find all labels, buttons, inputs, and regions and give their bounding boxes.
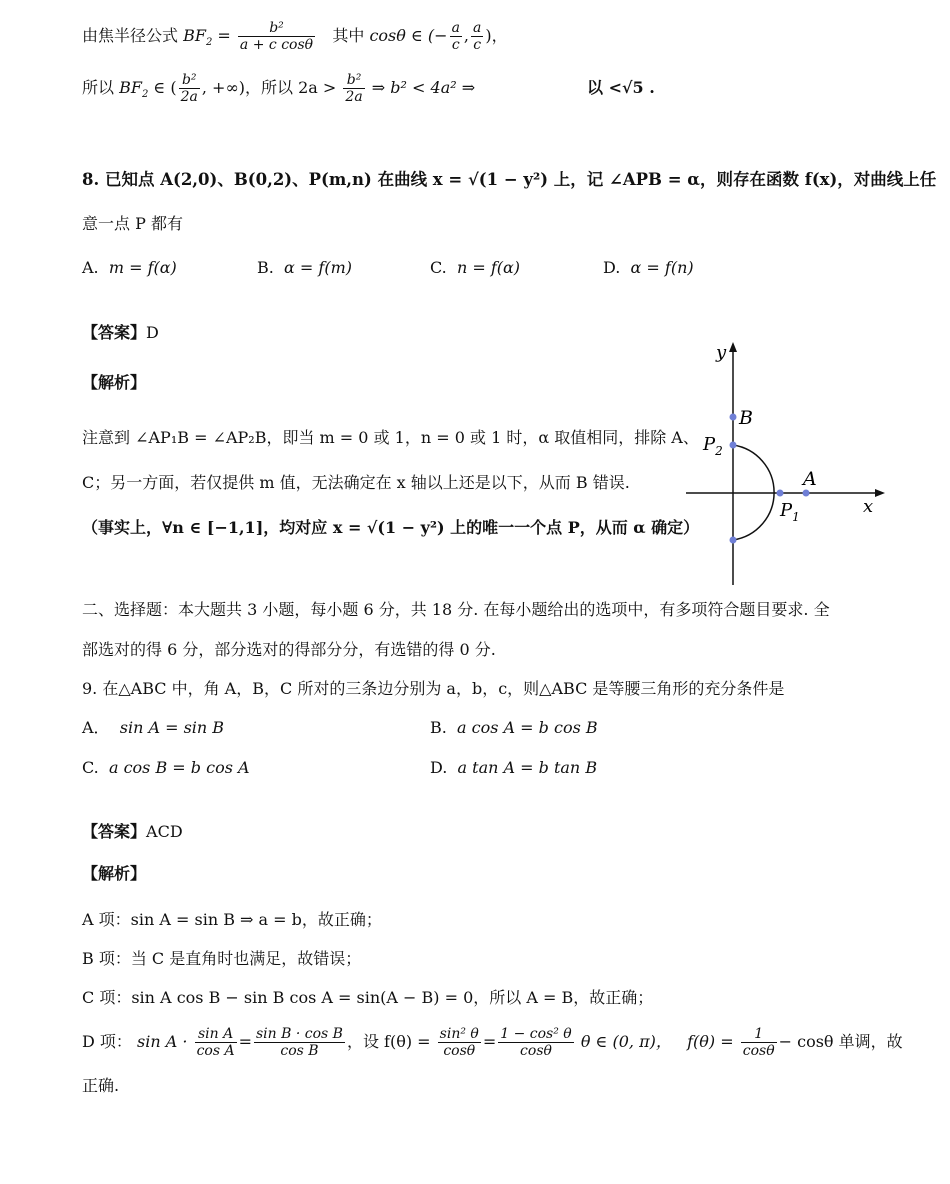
- ineq-tail: ⇒ b² < 4a² ⇒: [371, 78, 476, 98]
- q9-option-d: D. a tan A = b tan B: [430, 758, 598, 777]
- q9-analysis-label: 【解析】: [82, 864, 147, 883]
- x-axis-arrow: [875, 489, 885, 497]
- q9-item-b: B 项：当 C 是直角时也满足，故错误；: [82, 949, 362, 968]
- d-frac-4: $\frac{\text{1 − cos² θ}}{\cos\theta}$: [500, 1026, 572, 1060]
- q8-analysis-line-3: （事实上，∀n ∈ [−1,1]，均对应 x = √(1 − y²) 上的唯一一个点 P，从而 α 确定）: [82, 518, 700, 537]
- point-p1: [777, 490, 784, 497]
- q8-option-d: D. α = f(n): [603, 258, 694, 277]
- focal-radius-fraction: $\frac{\text{b²}}{\text{a + c cosθ}}$: [239, 20, 314, 54]
- eq-sign: =: [212, 26, 236, 46]
- q9-item-d: D 项： sin A · $\frac{\text{sin A}}{\text{cos A}}$ = $\frac{\text{sin B · cos B}}{\text{cos B}}$ ，设 f(θ) = $\frac{\text{sin² θ}}{\cos\theta}$ = $\frac{\text{1 − cos² θ}}{\cos\theta}$ θ ∈ (0, π)， f(θ) = $\frac{1}{\cos\theta}$ − cosθ 单调，故: [82, 1026, 903, 1060]
- bf2-symbol: $BF_2$: [183, 26, 213, 49]
- q8-option-b: B. α = f(m): [257, 258, 352, 277]
- point-bottom: [730, 537, 737, 544]
- intro-result: 以 <√5 .: [587, 78, 655, 97]
- q9-option-a: A． sin A = sin B: [82, 718, 225, 737]
- q8-stem-line-1: 8. 已知点 A(2,0)、B(0,2)、P(m,n) 在曲线 x = √(1 − y²) 上，记 ∠APB = α，则存在函数 f(x)，对曲线上任: [82, 170, 937, 189]
- q9-option-c: C. a cos B = b cos A: [82, 758, 250, 777]
- coordinate-figure: [683, 340, 893, 590]
- q8-stem-line-2: 意一点 P 都有: [82, 214, 183, 233]
- section2-line-2: 部选对的得 6 分，部分选对的得部分分，有选错的得 0 分.: [82, 640, 496, 659]
- q9-stem: 9. 在△ABC 中，角 A，B，C 所对的三条边分别为 a，b，c，则△ABC 是等腰三角形的充分条件是: [82, 679, 785, 698]
- range-frac-3: $\frac{\text{b²}}{2a}$: [180, 72, 198, 106]
- q9-item-a: A 项：sin A = sin B ⇒ a = b，故正确；: [82, 910, 382, 929]
- b-label: B: [739, 407, 753, 429]
- q8-option-c: C. n = f(α): [430, 258, 521, 277]
- d-frac-2: $\frac{\text{sin B · cos B}}{\text{cos B}}$: [255, 1026, 343, 1060]
- d-frac-3: $\frac{\text{sin² θ}}{\cos\theta}$: [439, 1026, 479, 1060]
- cos-range: cosθ ∈ (−: [369, 26, 448, 46]
- q8-analysis-line-1: 注意到 ∠AP₁B = ∠AP₂B，即当 m = 0 或 1，n = 0 或 1 时，α 取值相同，排除 A、: [82, 428, 699, 447]
- intro-text-2: 所以: [82, 78, 115, 98]
- intro-tail: , +∞)，所以 2a >: [201, 78, 337, 98]
- y-axis-arrow: [729, 342, 737, 352]
- in-sign: ∈ (: [148, 78, 177, 98]
- q9-option-b: B. a cos A = b cos B: [430, 718, 598, 737]
- ineq-frac: $\frac{\text{b²}}{2a}$: [345, 72, 363, 106]
- q8-option-a: A. m = f(α): [82, 258, 177, 277]
- d-frac-1: $\frac{\text{sin A}}{\text{cos A}}$: [196, 1026, 235, 1060]
- range-sep: ,: [463, 26, 470, 46]
- point-b: [730, 414, 737, 421]
- point-p2: [730, 442, 737, 449]
- y-label: y: [716, 342, 727, 363]
- intro-line-1: [82, 20, 508, 53]
- bf2-symbol-2: $BF_2$: [119, 78, 149, 101]
- q8-analysis-line-2: C；另一方面，若仅提供 m 值，无法确定在 x 轴以上还是以下，从而 B 错误.: [82, 473, 630, 492]
- p2-label: $P_2$: [703, 434, 723, 458]
- q8-answer: 【答案】D: [82, 323, 159, 342]
- section2-line-1: 二、选择题：本大题共 3 小题，每小题 6 分，共 18 分. 在每小题给出的选项中，有多项符合题目要求. 全: [82, 600, 830, 619]
- point-a: [803, 490, 810, 497]
- intro-line-2: [82, 72, 655, 106]
- d-frac-5: $\frac{1}{\cos\theta}$: [742, 1026, 775, 1060]
- range-close: )，: [485, 26, 508, 46]
- intro-text: 由焦半径公式: [82, 26, 179, 46]
- p1-label: $P_1$: [780, 500, 800, 524]
- range-frac-1: $\frac{a}{c}$: [451, 20, 460, 54]
- q9-item-d-line-2: 正确.: [82, 1076, 120, 1095]
- x-label: x: [863, 496, 874, 517]
- q8-analysis-label: 【解析】: [82, 373, 147, 392]
- a-label: A: [803, 468, 817, 490]
- q9-item-c: C 项：sin A cos B − sin B cos A = sin(A − B) = 0，所以 A = B，故正确；: [82, 988, 654, 1007]
- range-frac-2: $\frac{a}{c}$: [473, 20, 482, 54]
- q9-answer: 【答案】ACD: [82, 822, 183, 841]
- qizhong-text: 其中: [332, 26, 365, 46]
